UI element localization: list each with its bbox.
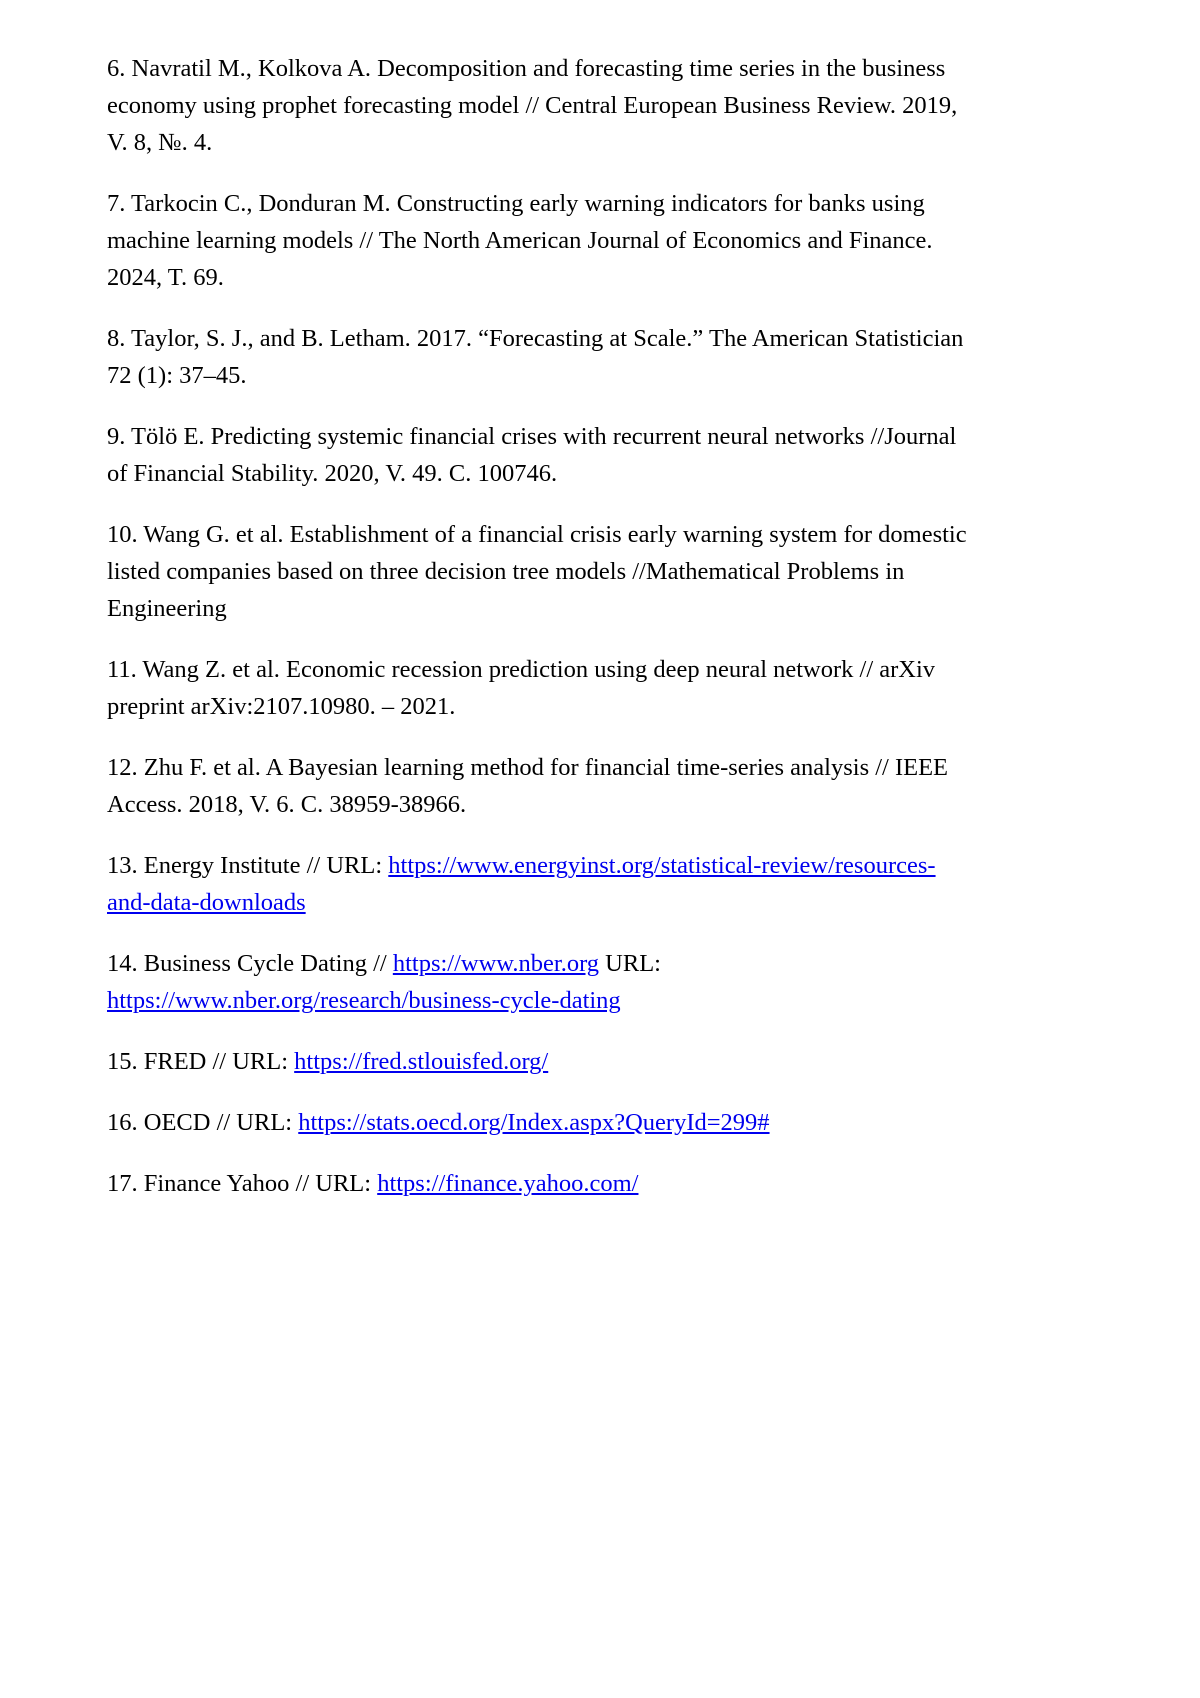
- reference-text: 15. FRED // URL:: [107, 1048, 295, 1075]
- reference-item: [107, 651, 1130, 725]
- reference-line: [107, 688, 1130, 725]
- reference-text: 8. Taylor, S. J., and B. Letham. 2017. “Forecasting at Scale.” The American Statistician: [107, 325, 964, 352]
- reference-line: [107, 1104, 1130, 1141]
- reference-line: [107, 1165, 1130, 1202]
- reference-line: [107, 418, 1130, 455]
- reference-line: [107, 516, 1130, 553]
- reference-line: [107, 651, 1130, 688]
- reference-line: [107, 455, 1130, 492]
- reference-line: [107, 847, 1130, 884]
- reference-item: [107, 847, 1130, 921]
- reference-text: 17. Finance Yahoo // URL:: [107, 1170, 378, 1197]
- reference-text: URL:: [599, 950, 661, 977]
- reference-text: 16. OECD // URL:: [107, 1109, 299, 1136]
- reference-link[interactable]: https://stats.oecd.org/Index.aspx?QueryId=299#: [298, 1109, 770, 1136]
- reference-line: [107, 124, 1130, 161]
- reference-line: [107, 87, 1130, 124]
- reference-line: [107, 1043, 1130, 1080]
- reference-link[interactable]: https://finance.yahoo.com/: [377, 1170, 639, 1197]
- reference-link[interactable]: https://fred.stlouisfed.org/: [294, 1048, 549, 1075]
- reference-item: [107, 185, 1130, 296]
- reference-line: [107, 945, 1130, 982]
- reference-text: V. 8, №. 4.: [107, 129, 213, 156]
- reference-line: [107, 259, 1130, 296]
- reference-line: [107, 786, 1130, 823]
- reference-line: [107, 590, 1130, 627]
- reference-item: [107, 516, 1130, 627]
- reference-item: [107, 1165, 1130, 1202]
- reference-text: 11. Wang Z. et al. Economic recession prediction using deep neural network // arXiv: [107, 656, 936, 683]
- reference-text: 2024, T. 69.: [107, 264, 224, 291]
- reference-line: [107, 320, 1130, 357]
- reference-item: [107, 320, 1130, 394]
- reference-line: [107, 185, 1130, 222]
- reference-link[interactable]: https://www.energyinst.org/statistical-review/resources-: [388, 852, 936, 879]
- reference-item: [107, 418, 1130, 492]
- reference-line: [107, 553, 1130, 590]
- reference-text: Access. 2018, V. 6. C. 38959-38966.: [107, 791, 467, 818]
- reference-line: [107, 982, 1130, 1019]
- reference-text: listed companies based on three decision tree models //Mathematical Problems in: [107, 558, 905, 585]
- reference-link[interactable]: and-data-downloads: [107, 889, 306, 916]
- reference-text: preprint arXiv:2107.10980. – 2021.: [107, 693, 456, 720]
- reference-item: [107, 945, 1130, 1019]
- reference-text: 72 (1): 37–45.: [107, 362, 247, 389]
- reference-text: 9. Tölö E. Predicting systemic financial crises with recurrent neural networks //Journal: [107, 423, 957, 450]
- references-list: [107, 50, 1130, 1202]
- reference-text: Engineering: [107, 595, 227, 622]
- reference-text: 12. Zhu F. et al. A Bayesian learning method for financial time-series analysis // IEEE: [107, 754, 949, 781]
- reference-text: 13. Energy Institute // URL:: [107, 852, 389, 879]
- reference-item: [107, 749, 1130, 823]
- reference-item: [107, 50, 1130, 161]
- reference-text: 7. Tarkocin C., Donduran M. Constructing early warning indicators for banks using: [107, 190, 925, 217]
- reference-link[interactable]: https://www.nber.org: [392, 950, 600, 977]
- reference-text: 10. Wang G. et al. Establishment of a financial crisis early warning system for domestic: [107, 521, 967, 548]
- reference-line: [107, 749, 1130, 786]
- reference-line: [107, 884, 1130, 921]
- reference-text: 6. Navratil M., Kolkova A. Decomposition and forecasting time series in the business: [107, 55, 946, 82]
- reference-item: [107, 1043, 1130, 1080]
- reference-item: [107, 1104, 1130, 1141]
- reference-text: 14. Business Cycle Dating //: [107, 950, 393, 977]
- reference-link[interactable]: https://www.nber.org/research/business-cycle-dating: [107, 987, 621, 1014]
- reference-text: economy using prophet forecasting model // Central European Business Review. 2019,: [107, 92, 958, 119]
- reference-line: [107, 357, 1130, 394]
- reference-line: [107, 50, 1130, 87]
- reference-text: of Financial Stability. 2020, V. 49. C. 100746.: [107, 460, 558, 487]
- reference-text: machine learning models // The North American Journal of Economics and Finance.: [107, 227, 933, 254]
- reference-line: [107, 222, 1130, 259]
